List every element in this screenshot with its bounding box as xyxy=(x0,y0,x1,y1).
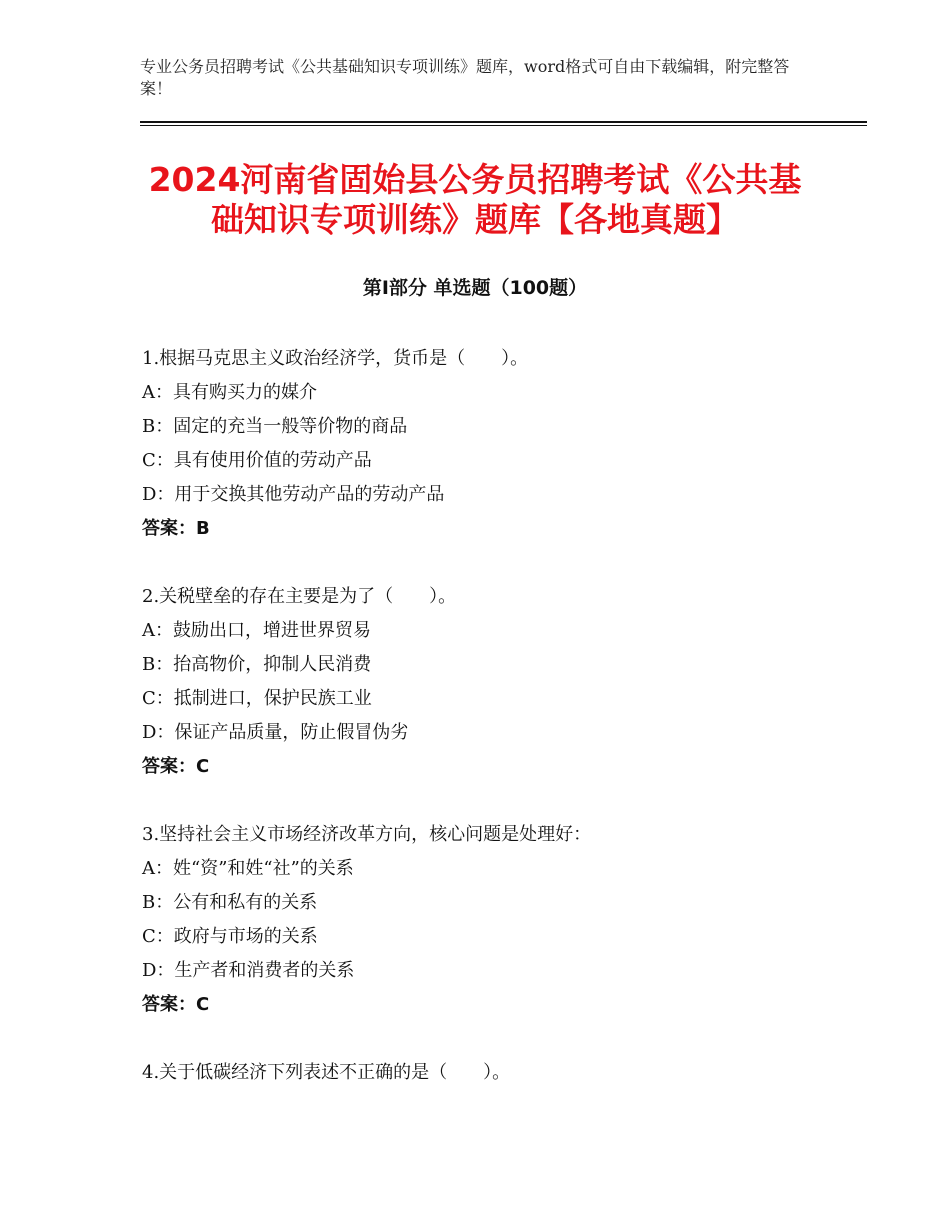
question-stem: 2.关税壁垒的存在主要是为了（ ）。 xyxy=(142,586,457,607)
option-d: D：保证产品质量，防止假冒伪劣 xyxy=(142,722,409,743)
option-d: D：生产者和消费者的关系 xyxy=(142,960,355,981)
answer: 答案：B xyxy=(142,518,210,539)
header-rule-thick xyxy=(140,121,867,123)
option-a: A：具有购买力的媒介 xyxy=(142,382,317,403)
header-note: 专业公务员招聘考试《公共基础知识专项训练》题库，word格式可自由下载编辑，附完整答案！ xyxy=(140,57,790,98)
question-2 xyxy=(142,580,842,784)
question-stem: 4.关于低碳经济下列表述不正确的是（ ）。 xyxy=(142,1062,511,1083)
option-a: A：鼓励出口，增进世界贸易 xyxy=(142,620,371,641)
option-b: B：公有和私有的关系 xyxy=(142,892,318,913)
section-title: 第I部分 单选题（100题） xyxy=(362,277,588,299)
question-stem: 1.根据马克思主义政治经济学，货币是（ ）。 xyxy=(142,348,529,369)
question-stem: 3.坚持社会主义市场经济改革方向，核心问题是处理好： xyxy=(142,824,592,845)
option-c: C：政府与市场的关系 xyxy=(142,926,318,947)
question-3 xyxy=(142,818,842,1022)
answer: 答案：C xyxy=(142,994,210,1015)
document-title: 2024河南省固始县公务员招聘考试《公共基础知识专项训练》题库【各地真题】 xyxy=(148,160,802,239)
question-4 xyxy=(142,1056,842,1090)
option-b: B：抬高物价，抑制人民消费 xyxy=(142,654,372,675)
question-1 xyxy=(142,342,842,546)
header-rule-thin xyxy=(140,125,867,126)
option-c: C：具有使用价值的劳动产品 xyxy=(142,450,372,471)
option-c: C：抵制进口，保护民族工业 xyxy=(142,688,372,709)
option-a: A：姓“资”和姓“社”的关系 xyxy=(142,858,354,879)
option-b: B：固定的充当一般等价物的商品 xyxy=(142,416,408,437)
question-list xyxy=(142,342,842,1090)
answer: 答案：C xyxy=(142,756,210,777)
option-d: D：用于交换其他劳动产品的劳动产品 xyxy=(142,484,445,505)
